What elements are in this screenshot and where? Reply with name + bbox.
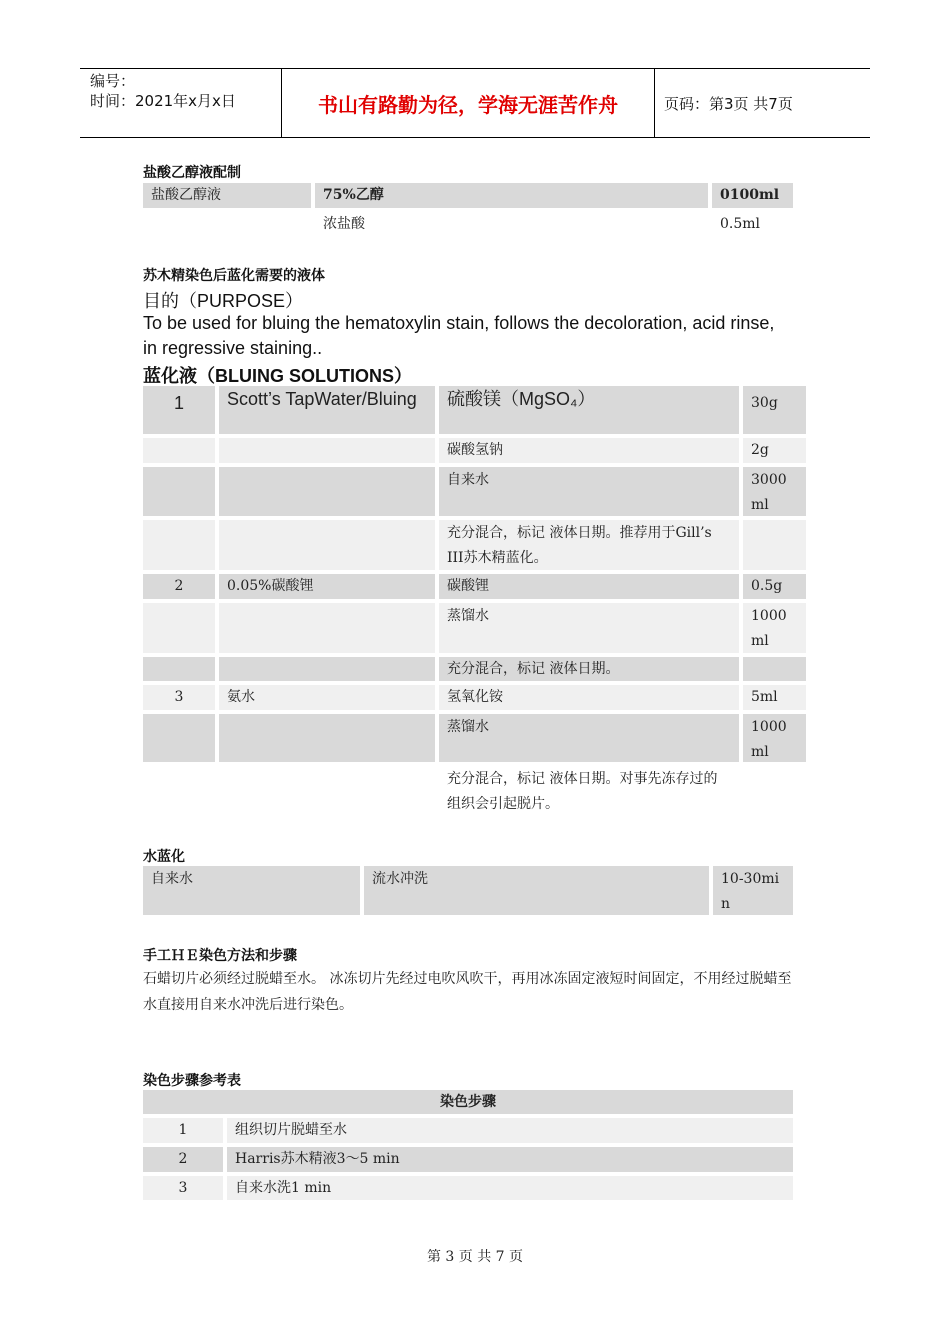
table-cell <box>219 714 435 762</box>
table-cell <box>143 438 215 463</box>
table-cell: 10-30min <box>713 866 793 915</box>
header-motto: 书山有路勤为径，学海无涯苦作舟 <box>318 92 618 117</box>
table-cell: Scott’s TapWater/Bluing <box>219 386 435 434</box>
table-cell: 盐酸乙醇液 <box>143 183 311 208</box>
table-cell: 碳酸氢钠 <box>439 438 739 463</box>
table-cell: 2g <box>743 438 806 463</box>
table-cell: 自来水洗1 min <box>227 1176 793 1200</box>
table-cell: 自来水 <box>143 866 360 915</box>
table-cell: 蒸馏水 <box>439 603 739 653</box>
table-cell <box>143 520 215 570</box>
table-cell: 充分混合，标记 液体日期。 <box>439 657 739 681</box>
table-cell: 自来水 <box>439 467 739 516</box>
bluing-solutions-title: 蓝化液（BLUING SOLUTIONS） <box>143 366 412 386</box>
table-note: 充分混合，标记 液体日期。对事先冻存过的组织会引起脱片。 <box>447 771 718 812</box>
header-page-number: 页码：第3页 共7页 <box>664 94 793 113</box>
table-cell <box>743 520 806 570</box>
table-cell <box>219 657 435 681</box>
table-cell: 0100ml <box>712 183 793 208</box>
purpose-title: 目的（PURPOSE） <box>143 291 304 311</box>
table-cell: 1000ml <box>743 603 806 653</box>
table-cell <box>219 520 435 570</box>
table-cell <box>219 603 435 653</box>
table-cell: 组织切片脱蜡至水 <box>227 1118 793 1143</box>
table-cell <box>219 467 435 516</box>
table-cell: 0.5g <box>743 574 806 599</box>
table-cell <box>743 657 806 681</box>
section-title-bluing-liquids: 苏木精染色后蓝化需要的液体 <box>143 268 325 284</box>
table-cell: 3000ml <box>743 467 806 516</box>
table-cell: 碳酸锂 <box>439 574 739 599</box>
table-cell <box>143 714 215 762</box>
table-cell <box>143 657 215 681</box>
table-cell: Harris苏木精液3～5 min <box>227 1147 793 1172</box>
table-cell: 2 <box>143 574 215 599</box>
table-cell: 蒸馏水 <box>439 714 739 762</box>
header-divider <box>654 69 655 137</box>
table-cell: 0.05%碳酸锂 <box>219 574 435 599</box>
table-cell: 0.5ml <box>720 216 761 232</box>
header-meta <box>90 71 236 139</box>
table-cell: 30g <box>743 386 806 434</box>
he-staining-text: 石蜡切片必须经过脱蜡至水。 冰冻切片先经过电吹风吹干，再用冰冻固定液短时间固定，不用经过脱蜡至水直接用自来水冲洗后进行染色。 <box>143 971 792 1013</box>
table-cell: 1 <box>143 1118 223 1143</box>
section-title-water-bluing: 水蓝化 <box>143 849 185 865</box>
table-cell: 3 <box>143 685 215 710</box>
table-header: 染色步骤 <box>143 1090 793 1114</box>
table-cell: 流水冲洗 <box>364 866 709 915</box>
table-cell: 3 <box>143 1176 223 1200</box>
table-cell <box>219 438 435 463</box>
table-cell: 1000ml <box>743 714 806 762</box>
table-cell <box>143 467 215 516</box>
table-cell: 浓盐酸 <box>323 216 365 232</box>
purpose-text: To be used for bluing the hematoxylin stain, follows the decoloration, acid rinse, in regressive staining.. <box>143 313 775 358</box>
table-cell: 75%乙醇 <box>315 183 708 208</box>
code-label: 编号： <box>90 72 136 90</box>
table-cell: 硫酸镁（MgSO₄） <box>439 386 739 434</box>
section-title-hcl-ethanol: 盐酸乙醇液配制 <box>143 165 241 181</box>
table-cell: 充分混合，标记 液体日期。推荐用于Gill’s III苏木精蓝化。 <box>439 520 739 570</box>
table-cell: 2 <box>143 1147 223 1172</box>
table-cell: 氢氧化铵 <box>439 685 739 710</box>
date-label: 时间：2021年x月x日 <box>90 92 236 110</box>
section-title-steps-reference: 染色步骤参考表 <box>143 1073 241 1089</box>
page-footer: 第 3 页 共 7 页 <box>426 1249 524 1265</box>
table-cell <box>143 603 215 653</box>
table-cell: 1 <box>143 386 215 434</box>
table-cell: 5ml <box>743 685 806 710</box>
table-cell: 氨水 <box>219 685 435 710</box>
page-header <box>80 68 870 138</box>
section-title-he-staining: 手工ＨＥ染色方法和步骤 <box>143 948 297 964</box>
